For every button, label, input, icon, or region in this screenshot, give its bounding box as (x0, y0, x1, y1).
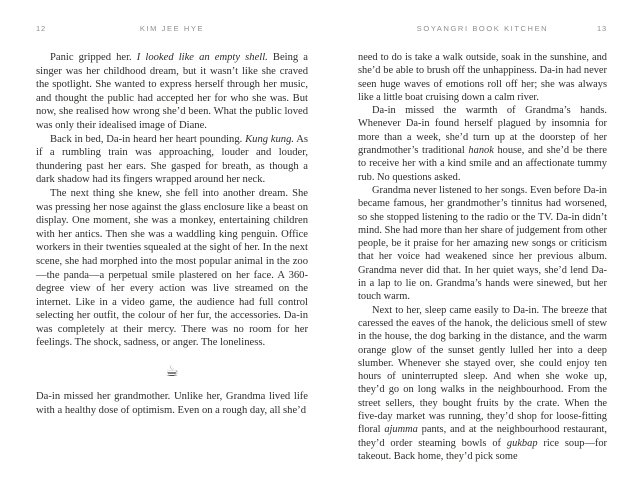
page-number-left: 12 (36, 24, 46, 33)
running-head-author: KIM JEE HYE (139, 24, 205, 33)
page-right-text (358, 51, 607, 463)
paragraph: Da-in missed the warmth of Grandma’s hands. Whenever Da-in found herself plagued by insomnia for more than a week, she’d turn up at the doorstep of her grandmother’s traditional hanok house, and she’d be there to receive her with a kind smile and an affectionate tummy rub. No questions asked. (358, 105, 607, 183)
paragraph: Grandma never listened to her songs. Even before Da-in became famous, her grandmother’s tinnitus had worsened, so she stopped listening to the radio or the TV. Da-in didn’t mind. She had more than her share of judgement from other people, be it praise for her amazing new songs or criticism that her voice had weakened since her previous album. Grandma never did that. In her quiet ways, she’d lend Da-in a lap to lie on. Grandma’s hands were sinewed, but her touch warm. (358, 184, 608, 303)
paragraph: Panic gripped her. I looked like an empty shell. Being a singer was her childhood dream, but it wasn’t like she craved the spotlight. She wanted to express herself through her music, and thought the public had accepted her for who she was. But now, she realised how wrong she’d been. What the public loved was only their idealised image of Diane. (36, 52, 308, 131)
coffee-cup-icon: ☕ (165, 362, 179, 381)
paragraph: Da-in missed her grandmother. Unlike her, Grandma lived life with a healthy dose of optimism. Even on a rough day, all she’d (36, 391, 308, 416)
paragraph: The next thing she knew, she fell into another dream. She was pressing her nose against the glass enclosure like a beast on display. One moment, she was a monkey, entertaining children with her antics. Then she was a waddling king penguin. Office workers in their twenties squealed at the sight of her. In the next scene, she had morphed into the most popular animal in the zoo—the panda—a perpetual smile plastered on her face. A 360-degree view of her every action was live streamed on the internet. Like in a video game, the audience had full control selecting her outfit, the colour of her fur, the accessories. Da-in was completely at their mercy. There was no room for her feelings. The shock, sadness, or anger. The loneliness. (36, 187, 308, 349)
page-left-text (36, 51, 308, 417)
paragraph: Back in bed, Da-in heard her heart pounding. Kung kung. As if a rumbling train was approaching, louder and louder, thundering past her ears. She gasped for breath, as though a dark shadow had its fingers wrapped around her neck. (36, 133, 308, 186)
paragraph: need to do is take a walk outside, soak in the sunshine, and she’d be able to brush off the unhappiness. Da-in had never seen huge waves of emotions roll off her; she was always like a little boat cruising down a calm river. (358, 52, 607, 103)
page-number-right: 13 (597, 24, 607, 33)
running-head-right (320, 24, 640, 36)
running-head-left (0, 24, 320, 36)
running-head-book-title: SOYANGRI BOOK KITCHEN (416, 24, 549, 33)
page-right (320, 0, 640, 480)
paragraph: Next to her, sleep came easily to Da-in. The breeze that caressed the eaves of the hanok, the delicious smell of stew in the house, the dog barking in the distance, and the warm orange glow of the sunset gently lulled her into a deep slumber. Whenever she stayed over, she could enjoy ten hours of uninterrupted sleep. And when she woke up, they’d go on long walks in the neighbourhood. From the street sellers, they bought fruits by the crate. When the five-day market was running, they’d shop for loose-fitting floral ajumma pants, and at the neighbourhood restaurant, they’d order steaming bowls of gukbap rice soup—for takeout. Back home, they’d pick some (358, 304, 608, 462)
